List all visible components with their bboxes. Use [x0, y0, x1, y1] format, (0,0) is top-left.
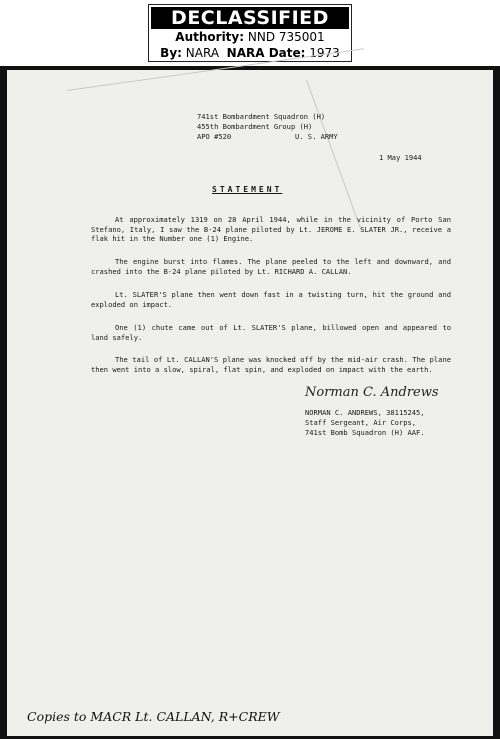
stamp-authority: Authority: NND 735001 — [175, 30, 325, 44]
paragraph-3: Lt. SLATER'S plane then went down fast in a twisting turn, hit the ground and exploded on impact. — [91, 290, 451, 309]
paragraph-5: The tail of Lt. CALLAN'S plane was knocked off by the mid-air crash. The plane then went into a slow, spiral, flat spin, and exploded on impact with the earth. — [91, 355, 451, 374]
handwritten-footer-note: Copies to MACR Lt. CALLAN, R+CREW — [27, 709, 280, 724]
paragraph-2: The engine burst into flames. The plane peeled to the left and downward, and crashed into the B-24 plane piloted by Lt. RICHARD A. CALLAN. — [91, 257, 451, 276]
letterhead-line-3-right: U. S. ARMY — [295, 132, 338, 141]
document-title: STATEMENT — [212, 185, 283, 194]
letterhead-line-3-left: APO #520 — [197, 132, 232, 141]
letterhead-line-2: 455th Bombardment Group (H) — [197, 122, 313, 131]
document-page — [7, 70, 493, 736]
paragraph-1: At approximately 1319 on 28 April 1944, while in the vicinity of Porto San Stefano, Italy, I saw the B-24 plane piloted by Lt. JEROME E. SLATER JR., receive a flak hit in the Number one (1) Engine. — [91, 215, 451, 244]
stamp-by: By: NARA NARA Date: 1973 — [160, 46, 340, 60]
document-date: 1 May 1944 — [379, 153, 422, 162]
letterhead-line-1: 741st Bombardment Squadron (H) — [197, 112, 326, 121]
signature-name: NORMAN C. ANDREWS, 38115245, — [305, 408, 425, 417]
scan-scratch — [306, 80, 362, 231]
paragraph-4: One (1) chute came out of Lt. SLATER'S plane, billowed open and appeared to land safely. — [91, 323, 451, 342]
stamp-header: DECLASSIFIED — [151, 7, 349, 29]
signature-rank: Staff Sergeant, Air Corps, — [305, 418, 417, 427]
handwritten-signature: Norman C. Andrews — [305, 385, 439, 400]
signature-unit: 741st Bomb Squadron (H) AAF. — [305, 428, 425, 437]
